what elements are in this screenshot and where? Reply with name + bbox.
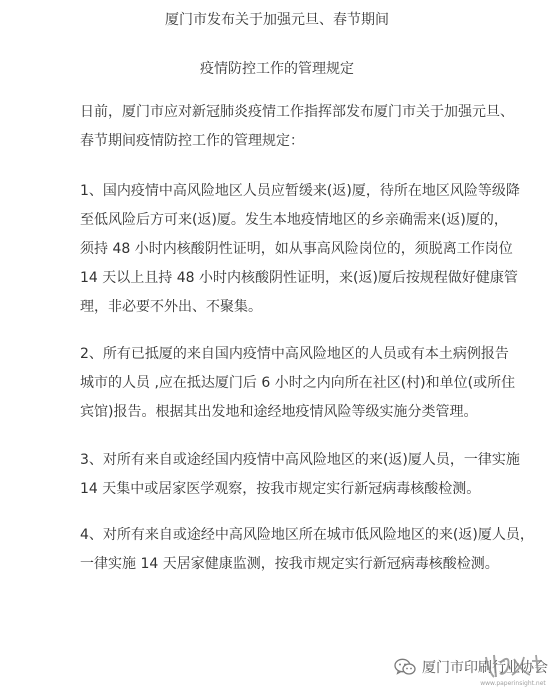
document-title-line-1: 厦门市发布关于加强元旦、春节期间 [165,12,389,28]
intro-line: 日前，厦门市应对新冠肺炎疫情工作指挥部发布厦门市关于加强元旦、 [80,104,514,120]
regulation-item-4 [80,521,534,579]
item-line: 1、国内疫情中高风险地区人员应暂缓来(返)厦，待所在地区风险等级降 [80,183,520,199]
watermark-url: www.paperinsight.net [480,680,546,687]
regulation-item-3 [80,446,520,504]
intro-paragraph [80,98,514,156]
item-line: 理，非必要不外出、不聚集。 [80,299,262,315]
item-line: 一律实施 14 天居家健康监测，按我市规定实行新冠病毒核酸检测。 [80,556,499,572]
intro-line: 春节期间疫情防控工作的管理规定： [80,133,304,149]
regulation-item-1 [80,177,520,322]
item-line: 3、对所有来自或途经国内疫情中高风险地区的来(返)厦人员，一律实施 [80,452,520,468]
item-line: 4、对所有来自或途经中高风险地区所在城市低风险地区的来(返)厦人员， [80,527,534,543]
item-line: 14 天以上且持 48 小时内核酸阴性证明，来(返)厦后按规程做好健康管 [80,270,518,286]
document-title-line-2: 疫情防控工作的管理规定 [200,61,354,77]
item-line: 城市的人员 ,应在抵达厦门后 6 小时之内向所在社区(村)和单位(或所住 [80,375,516,391]
item-line: 至低风险后方可来(返)厦。发生本地疫情地区的乡亲确需来(返)厦的， [80,212,508,228]
item-line: 须持 48 小时内核酸阴性证明，如从事高风险岗位的，须脱离工作岗位 [80,241,513,257]
item-line: 14 天集中或居家医学观察，按我市规定实行新冠病毒核酸检测。 [80,481,481,497]
wechat-icon [394,658,416,676]
item-line: 2、所有已抵厦的来自国内疫情中高风险地区的人员或有本土病例报告 [80,346,509,362]
paperinsight-logo-icon [478,647,548,687]
regulation-item-2 [80,340,516,427]
item-line: 宾馆)报告。根据其出发地和途经地疫情风险等级实施分类管理。 [80,404,478,420]
account-name: 厦门市印刷行业协会 [422,660,548,676]
